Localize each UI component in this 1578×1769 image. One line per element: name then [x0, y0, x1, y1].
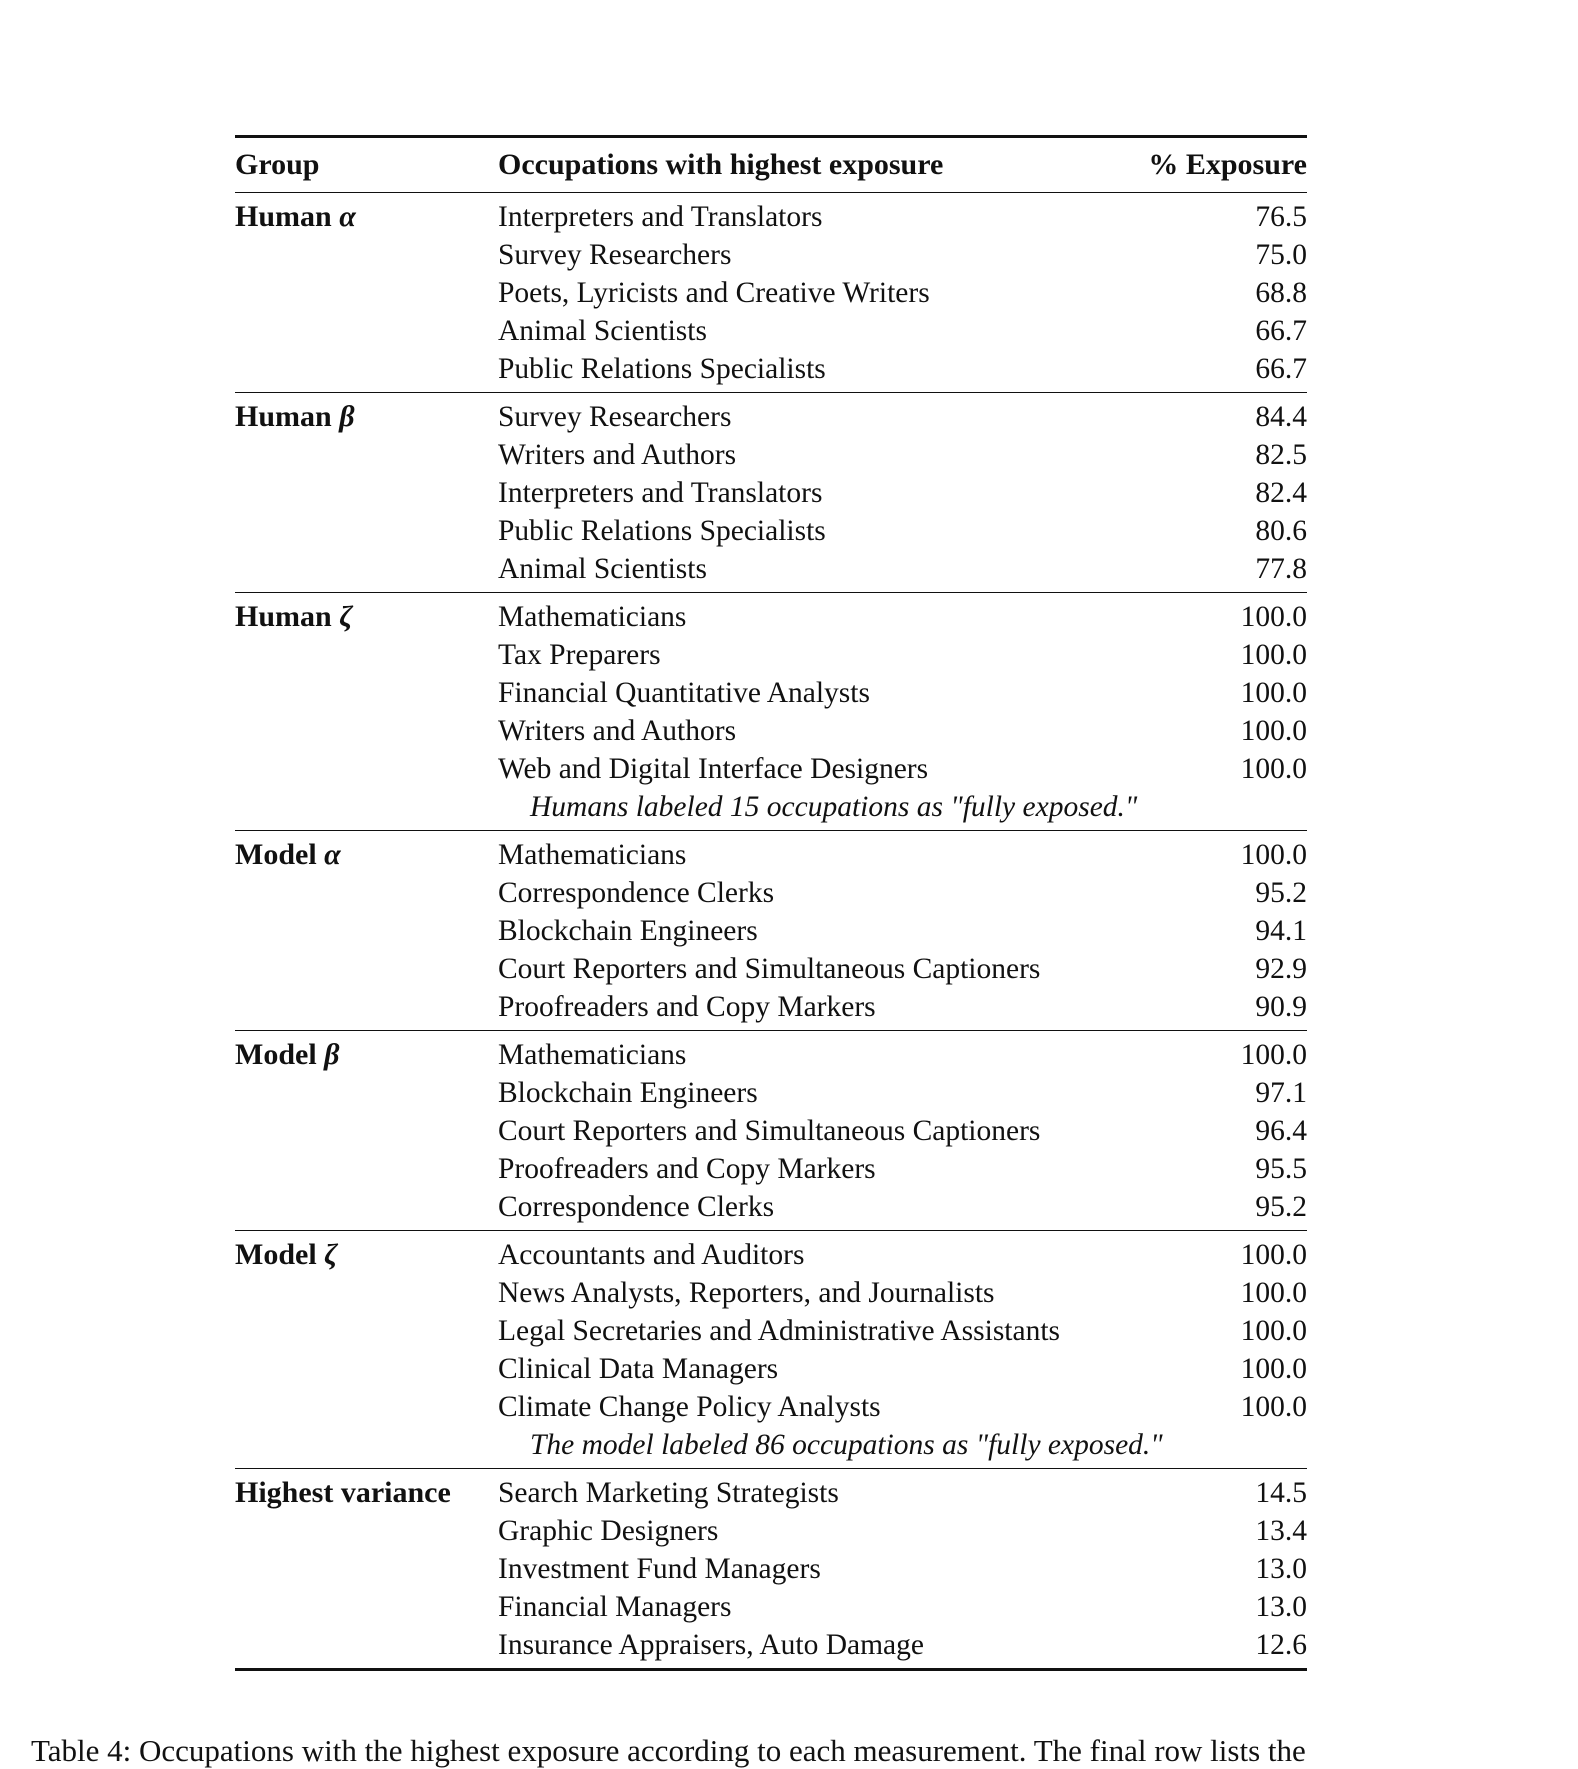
group-symbol: ζ — [324, 1238, 338, 1271]
occupation-name: Financial Quantitative Analysts — [498, 677, 870, 709]
occupation-name: Interpreters and Translators — [498, 201, 823, 233]
exposure-value: 95.2 — [1255, 877, 1307, 909]
group-name: Human — [235, 600, 332, 633]
occupation-name: Investment Fund Managers — [498, 1553, 821, 1585]
occupation-name: Survey Researchers — [498, 401, 732, 433]
occupation-name: Insurance Appraisers, Auto Damage — [498, 1629, 924, 1661]
occupation-name: Public Relations Specialists — [498, 515, 826, 547]
table-row — [498, 1236, 1307, 1274]
exposure-value: 97.1 — [1255, 1077, 1307, 1109]
occupation-name: Blockchain Engineers — [498, 915, 758, 947]
table-row — [498, 874, 1307, 912]
table-row — [498, 512, 1307, 550]
table-caption: Table 4: Occupations with the highest exposure according to each measurement. The final row lists the — [31, 1733, 1306, 1768]
table-row — [498, 1150, 1307, 1188]
occupation-name: Search Marketing Strategists — [498, 1477, 839, 1509]
group-name: Human — [235, 400, 332, 433]
exposure-value: 90.9 — [1255, 991, 1307, 1023]
table-row — [498, 1188, 1307, 1226]
exposure-value: 100.0 — [1240, 753, 1307, 785]
table-row — [498, 550, 1307, 588]
occupation-name: Writers and Authors — [498, 439, 737, 471]
table-row — [498, 312, 1307, 350]
occupation-name: Accountants and Auditors — [498, 1239, 805, 1271]
table-row — [498, 436, 1307, 474]
group-note: Humans labeled 15 occupations as "fully exposed." — [530, 791, 1138, 823]
table-row — [498, 1550, 1307, 1588]
group-name: Model — [235, 1238, 317, 1271]
exposure-value: 76.5 — [1255, 201, 1307, 233]
table-row — [498, 712, 1307, 750]
group-symbol: β — [324, 1038, 340, 1071]
exposure-value: 100.0 — [1240, 1277, 1307, 1309]
group-symbol: ζ — [339, 600, 353, 633]
exposure-value: 100.0 — [1240, 1391, 1307, 1423]
group-rows — [498, 398, 1307, 588]
group-name: Human — [235, 200, 332, 233]
exposure-value: 95.5 — [1255, 1153, 1307, 1185]
table-row — [498, 1112, 1307, 1150]
exposure-value: 94.1 — [1255, 915, 1307, 947]
table-row — [498, 950, 1307, 988]
group-rows — [498, 1036, 1307, 1226]
exposure-value: 75.0 — [1255, 239, 1307, 271]
exposure-table — [235, 135, 1307, 1671]
exposure-value: 14.5 — [1255, 1477, 1307, 1509]
occupation-name: Proofreaders and Copy Markers — [498, 1153, 876, 1185]
table-row — [498, 236, 1307, 274]
exposure-value: 100.0 — [1240, 677, 1307, 709]
occupation-name: News Analysts, Reporters, and Journalists — [498, 1277, 995, 1309]
exposure-value: 68.8 — [1255, 277, 1307, 309]
occupation-name: Correspondence Clerks — [498, 877, 775, 909]
occupation-name: Proofreaders and Copy Markers — [498, 991, 876, 1023]
group-label — [235, 398, 498, 588]
exposure-value: 66.7 — [1255, 353, 1307, 385]
group-section — [235, 593, 1307, 831]
group-name: Model — [235, 838, 317, 871]
group-note: The model labeled 86 occupations as "fully exposed." — [530, 1429, 1163, 1461]
occupation-name: Animal Scientists — [498, 315, 707, 347]
table-row — [498, 1350, 1307, 1388]
group-symbol: α — [339, 200, 356, 233]
group-label — [235, 198, 498, 388]
group-rows — [498, 836, 1307, 1026]
table-row — [498, 1626, 1307, 1664]
table-row — [498, 1312, 1307, 1350]
table-row — [498, 1036, 1307, 1074]
table-row — [498, 1588, 1307, 1626]
occupation-name: Web and Digital Interface Designers — [498, 753, 929, 785]
exposure-value: 13.0 — [1255, 1553, 1307, 1585]
group-label — [235, 1236, 498, 1464]
table-row — [498, 836, 1307, 874]
occupation-name: Mathematicians — [498, 601, 687, 633]
occupation-name: Interpreters and Translators — [498, 477, 823, 509]
exposure-value: 96.4 — [1255, 1115, 1307, 1147]
exposure-value: 12.6 — [1255, 1629, 1307, 1661]
table-body — [235, 193, 1307, 1668]
header-exposure: % Exposure — [1148, 148, 1307, 181]
occupation-name: Animal Scientists — [498, 553, 707, 585]
exposure-value: 80.6 — [1255, 515, 1307, 547]
exposure-value: 82.5 — [1255, 439, 1307, 471]
occupation-name: Blockchain Engineers — [498, 1077, 758, 1109]
header-group: Group — [235, 148, 320, 181]
group-section — [235, 1231, 1307, 1469]
exposure-value: 95.2 — [1255, 1191, 1307, 1223]
group-section — [235, 1031, 1307, 1231]
exposure-value: 13.0 — [1255, 1591, 1307, 1623]
table-row — [498, 674, 1307, 712]
exposure-value: 100.0 — [1240, 1353, 1307, 1385]
occupation-name: Climate Change Policy Analysts — [498, 1391, 881, 1423]
group-label — [235, 598, 498, 826]
group-symbol: α — [324, 838, 341, 871]
exposure-value: 100.0 — [1240, 1039, 1307, 1071]
group-name: Highest variance — [235, 1476, 451, 1509]
occupation-name: Mathematicians — [498, 839, 687, 871]
table-row — [498, 1512, 1307, 1550]
exposure-value: 82.4 — [1255, 477, 1307, 509]
occupation-name: Legal Secretaries and Administrative Assistants — [498, 1315, 1061, 1347]
table-row — [498, 1274, 1307, 1312]
group-label — [235, 1036, 498, 1226]
group-symbol: β — [339, 400, 355, 433]
group-section — [235, 1469, 1307, 1668]
occupation-name: Tax Preparers — [498, 639, 661, 671]
table-row — [498, 474, 1307, 512]
exposure-value: 100.0 — [1240, 715, 1307, 747]
exposure-value: 100.0 — [1240, 839, 1307, 871]
exposure-value: 100.0 — [1240, 1239, 1307, 1271]
group-label — [235, 836, 498, 1026]
occupation-name: Graphic Designers — [498, 1515, 719, 1547]
occupation-name: Poets, Lyricists and Creative Writers — [498, 277, 930, 309]
exposure-value: 84.4 — [1255, 401, 1307, 433]
exposure-value: 13.4 — [1255, 1515, 1307, 1547]
table-row — [498, 1074, 1307, 1112]
table-row — [498, 198, 1307, 236]
table-row — [498, 350, 1307, 388]
exposure-value: 100.0 — [1240, 1315, 1307, 1347]
table-row — [498, 912, 1307, 950]
exposure-value: 77.8 — [1255, 553, 1307, 585]
group-name: Model — [235, 1038, 317, 1071]
group-rows — [498, 198, 1307, 388]
group-rows — [498, 1474, 1307, 1664]
table-row — [498, 636, 1307, 674]
group-section — [235, 193, 1307, 393]
occupation-name: Public Relations Specialists — [498, 353, 826, 385]
exposure-value: 100.0 — [1240, 639, 1307, 671]
table-row — [498, 398, 1307, 436]
exposure-value: 66.7 — [1255, 315, 1307, 347]
table-header — [235, 138, 1307, 193]
header-occupations: Occupations with highest exposure — [498, 148, 944, 181]
occupation-name: Clinical Data Managers — [498, 1353, 779, 1385]
occupation-name: Court Reporters and Simultaneous Captioners — [498, 1115, 1041, 1147]
table-row — [498, 988, 1307, 1026]
occupation-name: Mathematicians — [498, 1039, 687, 1071]
group-rows — [498, 1236, 1307, 1464]
table-row — [498, 1388, 1307, 1426]
occupation-name: Correspondence Clerks — [498, 1191, 775, 1223]
table-row — [498, 598, 1307, 636]
occupation-name: Court Reporters and Simultaneous Captioners — [498, 953, 1041, 985]
table-row — [498, 274, 1307, 312]
occupation-name: Writers and Authors — [498, 715, 737, 747]
table-row — [498, 1474, 1307, 1512]
group-rows — [498, 598, 1307, 826]
group-section — [235, 831, 1307, 1031]
group-section — [235, 393, 1307, 593]
table-row — [498, 750, 1307, 788]
occupation-name: Financial Managers — [498, 1591, 732, 1623]
exposure-value: 100.0 — [1240, 601, 1307, 633]
occupation-name: Survey Researchers — [498, 239, 732, 271]
group-label — [235, 1474, 498, 1664]
exposure-value: 92.9 — [1255, 953, 1307, 985]
